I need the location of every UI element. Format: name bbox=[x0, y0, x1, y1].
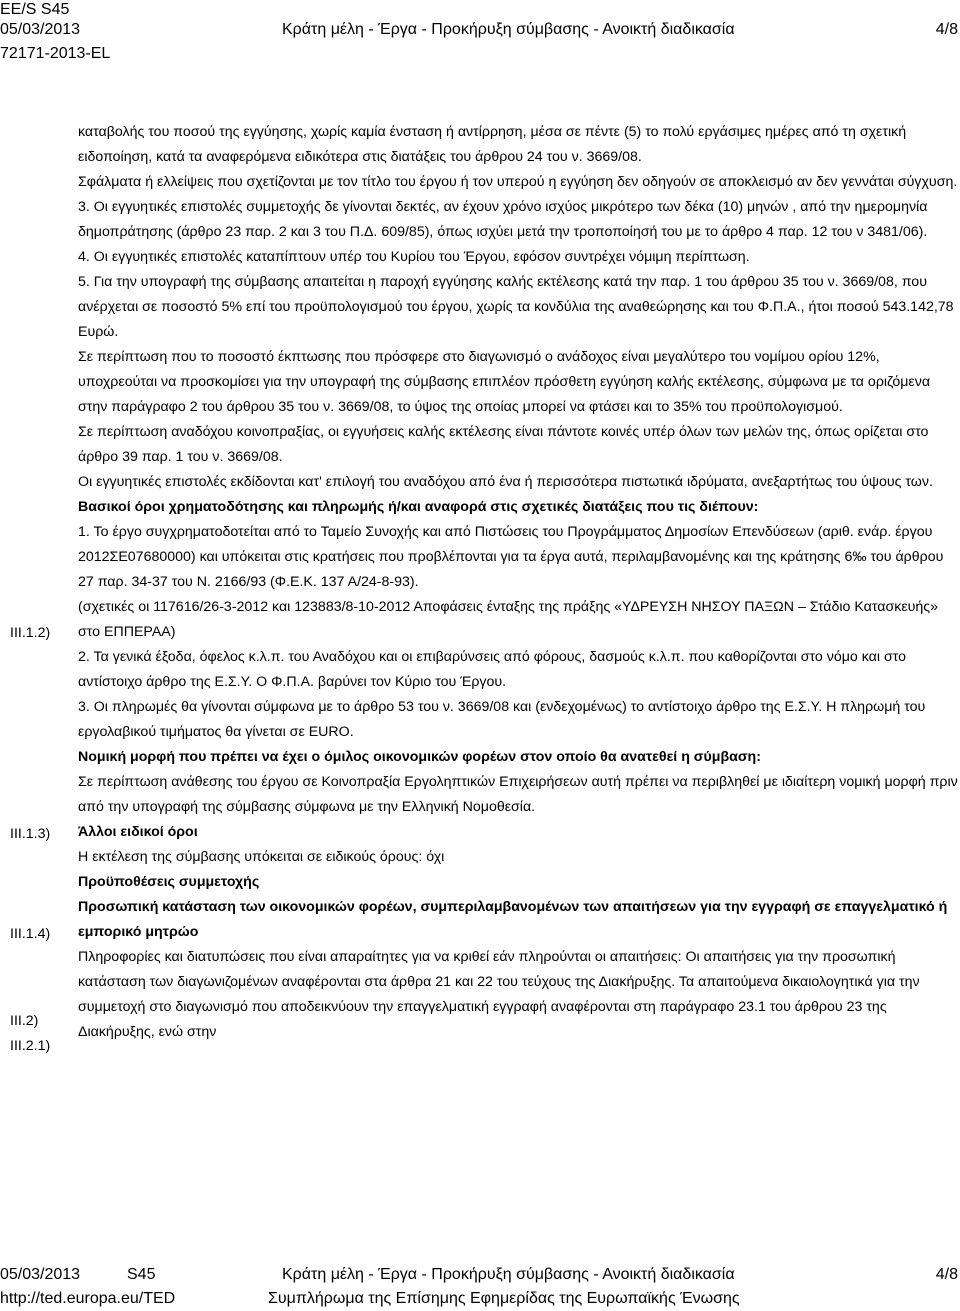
section-heading: Άλλοι ειδικοί όροι bbox=[78, 824, 198, 840]
body-paragraph: 2. Τα γενικά έξοδα, όφελος κ.λ.π. του Αναδόχου και οι επιβαρύνσεις από φόρους, δασμούς κ.λ.π. που καθορίζονται στο νόμο και στο αντίστοιχο άρθρο της Ε.Σ.Υ. Ο Φ.Π.Α. βαρύνει τον Κύριο του Έργου. bbox=[78, 649, 907, 690]
footer-date: 05/03/2013 bbox=[0, 1266, 81, 1283]
section-number: III.2.1) bbox=[10, 1038, 51, 1054]
header-title: Κράτη μέλη - Έργα - Προκήρυξη σύμβασης - Ανοικτή διαδικασία bbox=[282, 21, 735, 38]
section-number: III.2) bbox=[10, 1013, 39, 1029]
section-number: III.1.4) bbox=[10, 926, 51, 942]
body-paragraph: Οι εγγυητικές επιστολές εκδίδονται κατ' επιλογή του αναδόχου από ένα ή περισσότερα πιστωτικά ιδρύματα, ανεξαρτήτως του ύψους των. bbox=[78, 474, 933, 490]
header-page-number: 4/8 bbox=[935, 21, 958, 38]
body-paragraph: 3. Οι εγγυητικές επιστολές συμμετοχής δε γίνονται δεκτές, αν έχουν χρόνο ισχύος μικρότερο των δέκα (10) μηνών , από την ημερομηνία δημοπράτησης (άρθρο 23 παρ. 2 και 3 του Π.Δ. 609/85), όπως ισχύει μετά την τροποποίησή του με το άρθρο 4 παρ. 12 του ν 3481/06). bbox=[78, 199, 928, 240]
body-paragraph: Η εκτέλεση της σύμβασης υπόκειται σε ειδικούς όρους: όχι bbox=[78, 849, 445, 865]
body-paragraph: Σε περίπτωση ανάθεσης του έργου σε Κοινοπραξία Εργοληπτικών Επιχειρήσεων αυτή πρέπει να περιβληθεί με ιδιαίτερη νομική μορφή πριν από την υπογραφή της σύμβασης σύμφωνα με την Ελληνική Νομοθεσία. bbox=[78, 774, 958, 815]
section-heading: Νομική μορφή που πρέπει να έχει ο όμιλος οικονομικών φορέων στον οποίο θα ανατεθεί η σύμβαση: bbox=[78, 749, 761, 765]
document-body bbox=[78, 120, 960, 1045]
section-number: III.1.2) bbox=[10, 625, 51, 641]
section-heading: Προσωπική κατάσταση των οικονομικών φορέων, συμπεριλαμβανομένων των απαιτήσεων για την εγγραφή σε επαγγελματικό ή εμπορικό μητρώο bbox=[78, 899, 948, 940]
section-heading: Βασικοί όροι χρηματοδότησης και πληρωμής ή/και αναφορά στις σχετικές διατάξεις που τις διέπουν: bbox=[78, 499, 759, 515]
body-paragraph: 1. Το έργο συγχρηματοδοτείται από το Ταμείο Συνοχής και από Πιστώσεις του Προγράμματος Δημοσίων Επενδύσεων (αριθ. ενάρ. έργου 2012ΣΕ07680000) και υπόκειται στις κρατήσεις που προβλέπονται για τα έργα αυτά, περιλαμβανομένης και της κράτησης 6‰ του άρθρου 27 παρ. 34-37 του Ν. 2166/93 (Φ.Ε.Κ. 137 Α/24-8-93). bbox=[78, 524, 944, 590]
page-header bbox=[0, 0, 960, 72]
body-paragraph: Πληροφορίες και διατυπώσεις που είναι απαραίτητες για να κριθεί εάν πληρούνται οι απαιτήσεις: Οι απαιτήσεις για την προσωπική κατάσταση των διαγωνιζομένων αναφέρονται στα άρθρα 21 και 22 του τεύχους της Διακήρυξης. Τα απαιτούμενα δικαιολογητικά για την συμμετοχή στο διαγωνισμό που αποδεικνύουν την επαγγελματική εγγραφή αναφέρονται στη παράγραφο 23.1 του άρθρου 23 της Διακήρυξης, ενώ στην bbox=[78, 949, 920, 1040]
body-paragraph: 5. Για την υπογραφή της σύμβασης απαιτείται η παροχή εγγύησης καλής εκτέλεσης κατά την παρ. 1 του άρθρου 35 του ν. 3669/08, που ανέρχεται σε ποσοστό 5% επί του προϋπολογισμού του έργου, χωρίς τα κονδύλια της αναθεώρησης και του Φ.Π.Α., ήτοι ποσού 543.142,78 Ευρώ. bbox=[78, 274, 954, 340]
section-heading: Προϋποθέσεις συμμετοχής bbox=[78, 874, 260, 890]
footer-page-number: 4/8 bbox=[935, 1266, 958, 1283]
header-date: 05/03/2013 bbox=[0, 21, 81, 38]
body-paragraph: Σε περίπτωση που το ποσοστό έκπτωσης που πρόσφερε στο διαγωνισμό ο ανάδοχος είναι μεγαλύτερο του νομίμου ορίου 12%, υποχρεούται να προσκομίσει για την υπογραφή της σύμβασης επιπλέον πρόσθετη εγγύηση καλής εκτέλεσης, σύμφωνα με τα οριζόμενα στην παράγραφο 2 του άρθρου 35 του ν. 3669/08, το ύψος της οποίας μπορεί να φτάσει και το 35% του προϋπολογισμού. bbox=[78, 349, 931, 415]
body-paragraph: Σφάλματα ή ελλείψεις που σχετίζονται με τον τίτλο του έργου ή τον υπερού η εγγύηση δεν οδηγούν σε αποκλεισμό αν δεν γεννάται σύγχυση. bbox=[78, 174, 958, 190]
footer-title: Κράτη μέλη - Έργα - Προκήρυξη σύμβασης - Ανοικτή διαδικασία bbox=[282, 1266, 735, 1283]
body-paragraph: Σε περίπτωση αναδόχου κοινοπραξίας, οι εγγυήσεις καλής εκτέλεσης είναι πάντοτε κοινές υπέρ όλων των μελών της, όπως ορίζεται στο άρθρο 39 παρ. 1 του ν. 3669/08. bbox=[78, 424, 929, 465]
body-paragraph: 3. Οι πληρωμές θα γίνονται σύμφωνα με το άρθρο 53 του ν. 3669/08 και (ενδεχομένως) το αντίστοιχο άρθρο της Ε.Σ.Υ. Η πληρωμή του εργολαβικού τιμήματος θα γίνεται σε EURO. bbox=[78, 699, 926, 740]
header-document-id: 72171-2013-EL bbox=[0, 45, 111, 62]
body-paragraph: καταβολής του ποσού της εγγύησης, χωρίς καμία ένσταση ή αντίρρηση, μέσα σε πέντε (5) το πολύ εργάσιμες ημέρες από τη σχετική ειδοποίηση, κατά τα αναφερόμενα ειδικότερα στις διατάξεις του άρθρου 24 του ν. 3669/08. bbox=[78, 124, 907, 165]
section-number: III.1.3) bbox=[10, 826, 51, 842]
footer-url: http://ted.europa.eu/TED bbox=[0, 1290, 176, 1307]
body-paragraph: (σχετικές οι 117616/26-3-2012 και 123883/8-10-2012 Αποφάσεις ένταξης της πράξης «ΥΔΡΕΥΣΗ ΝΗΣΟΥ ΠΑΞΩΝ – Στάδιο Κατασκευής» στο ΕΠΠΕΡΑΑ) bbox=[78, 599, 939, 640]
body-paragraph: 4. Οι εγγυητικές επιστολές καταπίπτουν υπέρ του Κυρίου του Έργου, εφόσον συντρέχει νόμιμη περίπτωση. bbox=[78, 249, 750, 265]
footer-subtitle: Συμπλήρωμα της Επίσημης Εφημερίδας της Ευρωπαϊκής Ένωσης bbox=[268, 1290, 740, 1307]
page-footer bbox=[0, 1263, 960, 1311]
header-series: EE/S S45 bbox=[0, 1, 70, 18]
footer-series: S45 bbox=[127, 1266, 156, 1283]
